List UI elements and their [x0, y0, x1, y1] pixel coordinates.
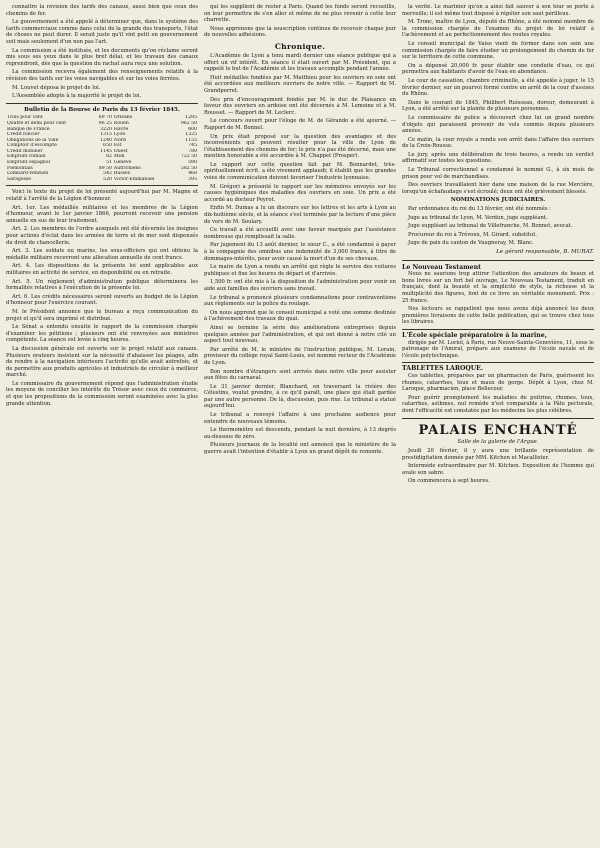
ad-heading: TABLETTES LAROQUE.	[402, 365, 484, 373]
paragraph: L'Académie de Lyon a tenu mardi dernier une séance publique qui a offert un vif intérêt. En séance il était ouvert par M. Président, qui a rappelé le but de l'Académie et les travaux accomplis pendant l'année.	[204, 52, 396, 73]
paragraph: la vérité. Le marinier qu'on a ainsi fait sauver à son tour se porte à merveille; il est même tout disposé à répéter son saut périlleux.	[402, 4, 594, 17]
theatre-subtitle: Salle de la galerie de l'Argue.	[457, 439, 539, 446]
column-3	[402, 4, 594, 844]
paragraph: Le conseil municipal de Vaise vient de former dans son sein une commission chargée de faire étudier un prolongement du chemin de fer sur le territoire de cette commune.	[402, 40, 594, 61]
paragraph: Le tribunal a prononcé plusieurs condamnations pour contraventions aux règlements sur la police du roulage.	[204, 294, 396, 308]
paragraph: Ce travail a été accueilli avec une faveur marquée par l'assistance nombreuse qui remplissait la salle.	[204, 227, 396, 240]
paragraph: Huit médailles fondées par M. Matthieu pour les ouvriers en soie ont été accordées aux meilleurs ouvriers de notre ville. — Rapport de M. Grandperret.	[204, 74, 396, 94]
section-title-chronique: Chronique.	[274, 41, 326, 51]
paragraph: Juge de paix du canton de Vaugneray, M. Blanc.	[408, 240, 534, 247]
paragraph: connaître la révision des tarifs des canaux, aussi bien que ceux des chemins de fer.	[6, 4, 198, 17]
paragraph: Art. 2. Les membres de l'ordre auxquels ont été décernés les insignes pour actions d'éclat dans les armées de terre et de mer sont dispensés du droit de chancellerie.	[6, 226, 198, 246]
column-1	[6, 4, 198, 844]
paragraph: Un prix était proposé sur la question des avantages et des inconvénients qui peuvent résulter pour la ville de Lyon de l'établissement des chemins de fer; le prix n'a pas été décerné, mais une mention honorable a été accordée à M. Chappet (Prosper).	[204, 133, 396, 160]
ad-text: Nous ne saurions trop attirer l'attention des amateurs de beaux et bons livres sur un fort bel ouvrage, Le Nouveau Testament, traduit en français, dont la beauté et la simplicité de style, la richesse et la multiplicité des figures, font de ce livre un véritable monument. Prix : 25 francs.	[402, 271, 594, 304]
table-row: Comptoir d'escompte 650 Est 745	[7, 143, 197, 149]
bourse-title: Bulletin de la Bourse de Paris du 13 février 1845.	[24, 106, 180, 113]
divider	[402, 329, 594, 330]
paragraph: Le thermomètre est descendu, pendant la nuit dernière, à 13 degrés au-dessous de zéro.	[204, 427, 396, 440]
paragraph: Des prix d'encouragement fondés par M. le duc de Plaisance en faveur des ouvriers en ardoise ont été décernés à M. Lemoine et à M. Rousset. — Rapport de M. Leclerc.	[204, 96, 396, 116]
paragraph: On commencera à sept heures.	[408, 478, 490, 485]
table-row: Emprunt espagnol 51 Genève 590	[7, 160, 197, 166]
paragraph: qui les supplient de rester à Paris. Quand les fonds seront recueillis, on leur permettra de s'en aller et même de ne plus revenir à cette leur charrette.	[204, 4, 396, 24]
paragraph: La discussion générale est ouverte sur le projet relatif aux canaux. Plusieurs orateurs insistent sur la nécessité d'abaisser les péages, afin de rendre à la navigation intérieure l'activité qu'elle avait autrefois, et de permettre aux produits agricoles et industriels de circuler à meilleur marché.	[6, 345, 198, 379]
bourse-table	[6, 115, 198, 182]
table-row: Piémontais 89 50 Autrichiens 582 50	[7, 165, 197, 171]
paragraph: On a dépensé 20,000 fr. pour établir une conduite d'eau, ce qui permettra aux habitants d'avoir de l'eau en abondance.	[402, 62, 594, 76]
paragraph: Le rapport sur cette question fait par M. Bonnardet, très-spirituellement écrit, a été vivement applaudi; il établit que les grandes voies de communication doivent favoriser l'industrie lyonnaise.	[204, 161, 396, 182]
table-row: Crédit mobilier 1145 Ouest 780	[7, 148, 197, 154]
divider	[6, 103, 198, 104]
paragraph: Le Sénat a entendu ensuite le rapport de la commission chargée d'examiner les pétitions ; plusieurs ont été renvoyées aux ministres compétents. La séance est levée à cinq heures.	[6, 324, 198, 344]
gerant-signature: Le gérant responsable, B. MURAT.	[496, 249, 594, 255]
paragraph: Le Tribunal correctionnel a condamné le nommé G., à six mois de prison pour vol de marchandises.	[402, 167, 594, 180]
paragraph: M. Grégori a présenté le rapport sur les mémoires envoyés sur les causes hygiéniques des maladies des ouvriers en soie. Un prix a été accordé au docteur Peyrot.	[204, 183, 396, 203]
paragraph: L'Assemblée adopte à la majorité le projet de loi.	[12, 93, 142, 100]
paragraph: Bon nombre d'étrangers sont arrivés dans notre ville pour assister aux fêtes du carnaval.	[204, 368, 396, 382]
paragraph: Art. 5. Un règlement d'administration publique déterminera les formalités relatives à l'exécution de la présente loi.	[6, 278, 198, 292]
paragraph: M. le Président annonce que le bureau a reçu communication du projet et qu'il sera imprimé et distribué.	[6, 308, 198, 322]
paragraph: La commission a été instituée, et les documents qu'on réclame seront mis sous ses yeux dans le plus bref délai, et les travaux des canaux reprendront, dès que la question du rachat aura reçu une solution.	[6, 47, 198, 67]
paragraph: Ainsi se termine la série des améliorations entreprises depuis quelques années par l'administration, et qui ont donné à notre cité un aspect tout nouveau.	[204, 324, 396, 345]
divider	[6, 185, 198, 186]
divider	[402, 362, 594, 363]
paragraph: Intermède extraordinaire par M. Kitchen. Exposition de l'homme qui avale son sabre.	[402, 463, 594, 476]
paragraph: 1,500 fr. ont été mis à la disposition de l'administration pour venir en aide aux familles des ouvriers sans travail.	[204, 279, 396, 292]
paragraph: Le 31 janvier dernier, Blanchard, en traversant la rivière des Célestins, voulut prendre, à ce qu'il paraît, une place qui était gardée par une autre personne. De là, discussion, puis rixe. Le tribunal a statué aujourd'hui.	[204, 383, 396, 410]
section-title-nominations: NOMINATIONS JUDICIAIRES.	[450, 197, 546, 204]
table-row: Quatre et demi pour cent 96 25 Rouen 962 50	[7, 120, 197, 126]
table-row: Emprunt romain 82 Midi 722 50	[7, 154, 197, 160]
paragraph: Le jury, après une délibération de trois heures, a rendu un verdict affirmatif sur toutes les questions.	[402, 151, 594, 165]
ad-heading: Le Nouveau Testament	[402, 263, 481, 271]
paragraph: Le gouvernement a été appelé à déterminer que, dans le système des tarifs commerciaux comme dans celui de la grande des transports, l'état de choses ne peut durer. Il serait juste qu'il vint petit en gouvernement soit mais seulement d'un non pas l'art.	[6, 19, 198, 45]
ad-text: Ces tablettes, préparées par un pharmacien de Paris, guérissent les rhumes, catarrhes, toux et maux de gorge. Dépôt à Lyon, chez M. Laroque, pharmacien, place Bellecour.	[402, 372, 594, 393]
divider	[402, 260, 594, 261]
paragraph: M. Louvet déposa le projet de loi.	[12, 84, 101, 91]
paragraph: Enfin M. Dumas a lu un discours sur les lettres et les arts à Lyon au dix-huitième siècle, et la séance s'est terminée par la lecture d'une pièce de vers de M. Soulary.	[204, 205, 396, 225]
column-2	[204, 4, 396, 844]
paragraph: Nous apprenons que la souscription continue de recevoir chaque jour de nouvelles adhésions.	[204, 25, 396, 39]
paragraph: Jeudi 20 février, il y aura une brillante représentation de prestidigitation donnée par MM. Kitchen et Macallister.	[402, 448, 594, 461]
paragraph: Art. 1er. Les médaillés militaires et les membres de la Légion d'honneur, avant le 1er janvier 1866, pourront recevoir une pension annuelle en sus de leur traitement.	[6, 204, 198, 224]
theatre-title: PALAIS ENCHANTÉ	[418, 423, 578, 439]
table-row: Saragosse 520 Victor-Emmanuel 395	[7, 176, 197, 182]
paragraph: La commission recevra également des renseignements relatifs à la révision des tarifs sur les voies navigables et sur les voies ferrées.	[6, 69, 198, 82]
paragraph: Le concours ouvert pour l'éloge de M. de Gérando a été ajourné. — Rapport de M. Bonnel.	[204, 118, 396, 131]
paragraph: Le cour de cassation, chambre criminelle, a été appelée à juger, le 15 février dernier, sur un pourvoi formé contre un arrêt de la cour d'assises du Rhône.	[402, 77, 594, 98]
paragraph: Plusieurs journaux de la localité ont annoncé que le ministère de la guerre avait l'intention d'établir à Lyon un grand dépôt de remonte.	[204, 442, 396, 456]
paragraph: Par jugement du 13 août dernier, le sieur C., a été condamné à payer à la compagnie des omnibus une indemnité de 3,000 francs, à titre de dommages-intérêts, pour avoir causé la mort d'un de ses chevaux.	[204, 242, 396, 262]
paragraph: M. Tronc, maître de Lyon, député du Rhône, a été nommé membre de la commission chargée de l'examen du projet de loi relatif à l'achèvement et au perfectionnement des routes royales.	[402, 19, 594, 39]
paragraph: Juge suppléant au tribunal de Villefranche, M. Bonnet, avocat.	[408, 223, 573, 230]
paragraph: Par arrêté de M. le ministre de l'instruction publique, M. Lorain, proviseur du collège royal Saint-Louis, est nommé recteur de l'Académie de Lyon.	[204, 346, 396, 366]
paragraph: Art. 4. Les dispositions de la présente loi sont applicables aux militaires en activité de service, en disponibilité ou en retraite.	[6, 263, 198, 276]
table-row: Obligations de la Ville 1240 Nord 1155	[7, 137, 197, 143]
paragraph: Le commissaire du gouvernement répond que l'administration étudie les moyens de concilier les intérêts du Trésor avec ceux du commerce, et que les propositions de la commission seront examinées avec la plus grande attention.	[6, 380, 198, 407]
paragraph: Le maire de Lyon a rendu un arrêté qui règle le service des voitures publiques et fixe les heures de départ et d'arrivée.	[204, 264, 396, 277]
paragraph: Le commissaire de police a découvert chez lui un grand nombre d'objets qui paraissent provenir de vols commis depuis plusieurs années.	[402, 114, 594, 135]
paragraph: Le tribunal a renvoyé l'affaire à une prochaine audience pour entendre de nouveaux témoins.	[204, 412, 396, 425]
table-row: Banque de France 3220 Havre 600	[7, 126, 197, 132]
table-row: Crédit foncier 1315 Lyon 1325	[7, 132, 197, 138]
table-row: Lombard-Vénitien 542 Russes 468	[7, 171, 197, 177]
paragraph: Juge au tribunal de Lyon, M. Verdun, juge suppléant.	[408, 214, 548, 221]
divider	[402, 418, 594, 419]
ad-text: Pour guérir promptement les maladies de poitrine, rhumes, toux, catarrhes, asthmes, nul remède n'est comparable à la Pâte pectorale, dont l'efficacité est constatée par les médecins les plus célèbres.	[402, 394, 594, 414]
ad-text: Nos lecteurs se rappellent que nous avons déjà annoncé les deux premières livraisons de cette belle publication, qui se trouve chez tous les libraires.	[402, 306, 594, 326]
ad-heading: L'École spéciale préparatoire à la marine,	[402, 331, 547, 339]
paragraph: Ce matin, la cour royale a rendu son arrêt dans l'affaire des ouvriers de la Croix-Rousse.	[402, 136, 594, 150]
ad-text: dirigée par M. Loriol, à Paris, rue Neuve-Sainte-Geneviève, 11, sous le patronage de l'Amiral, prépare aux examens de l'école navale et de l'école polytechnique.	[402, 339, 594, 359]
paragraph: Voici le texte du projet de loi présenté aujourd'hui par M. Magne et relatif à l'arrêté de la Légion d'honneur.	[6, 189, 198, 203]
paragraph: Par ordonnance du roi du 13 février, ont été nommés :	[408, 206, 551, 213]
table-row: Trois pour cent 69 70 Orléans 1285	[7, 115, 197, 121]
paragraph: Art. 6. Les crédits nécessaires seront ouverts au budget de la Légion d'honneur pour l'exercice courant.	[6, 293, 198, 307]
paragraph: Art. 3. Les soldats ou marins, les sous-officiers qui ont obtenu la médaille militaire recevront une allocation annuelle de cent francs.	[6, 248, 198, 261]
paragraph: Des ouvriers travaillaient hier dans une maison de la rue Mercière, lorsqu'un échafaudage s'est écroulé; deux ont été grièvement blessés.	[402, 182, 594, 195]
paragraph: Dans le courant de 1845, Philibert Ruisseau, doreur, demeurant à Lyon, a été arrêté sur la plainte de plusieurs personnes.	[402, 99, 594, 113]
paragraph: On nous apprend que le conseil municipal a voté une somme destinée à l'achèvement des travaux du quai.	[204, 309, 396, 323]
paragraph: Procureur du roi à Trévoux, M. Girard, substitut.	[408, 231, 537, 238]
